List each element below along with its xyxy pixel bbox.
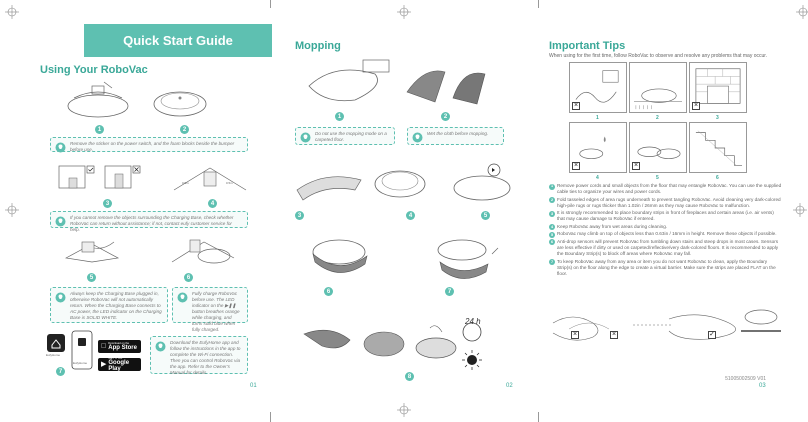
- lightbulb-icon: [55, 292, 66, 303]
- tip-no-mopping-carpet: [295, 127, 395, 145]
- store-small-label: GET IT ON: [108, 356, 123, 360]
- tip-item: [549, 239, 782, 258]
- robovac-mopping-illustration: [305, 232, 375, 282]
- store-big-label: Google Play: [108, 360, 130, 372]
- cross-mark-icon: ×: [611, 331, 617, 338]
- app-name: EufyHome: [46, 353, 61, 357]
- registration-mark: [793, 203, 807, 217]
- step-number: 7: [445, 287, 454, 296]
- tip-item: [549, 231, 782, 238]
- tip-item-text: It is strongly recommended to place boundary strips in front of fireplaces and certain areas (i.e. air vents) that may cause damage to RoboVac if entered.: [557, 210, 774, 222]
- step-number: 6: [184, 273, 193, 282]
- panel-number: 3: [716, 115, 719, 121]
- tip-text: Wet the cloth before mopping.: [427, 131, 489, 136]
- tip-item: [549, 259, 782, 278]
- app-store-button[interactable]: [98, 340, 141, 353]
- tip-number: 7: [550, 260, 554, 265]
- cross-mark-icon: ×: [573, 162, 579, 169]
- lightbulb-icon: [300, 132, 311, 143]
- step-number: 3: [103, 199, 112, 208]
- tip-text: Fully charge RoboVac before use. The LED indicator on the ▶❚❚ button breathes orange while charging, and turns solid blue when fully charged.: [192, 291, 240, 332]
- tip-text: Do not use the mopping mode on a carpeted floor.: [315, 131, 387, 142]
- document-code: 51005002509 V01: [725, 376, 766, 382]
- tip-item-text: To keep RoboVac away from any area or item you do not want RoboVac to clean, apply the Boundary Strip(s) on the floor along the edge to create a virtual barrier. Make sure the strips are placed FLAT on the floor.: [557, 258, 776, 277]
- play-icon: ▶: [101, 361, 107, 368]
- page-number: 03: [759, 383, 766, 389]
- phone-label: EufyHome: [73, 361, 88, 365]
- registration-mark: [5, 5, 19, 19]
- tip-number: 6: [550, 240, 554, 245]
- tip-item: [549, 183, 782, 196]
- robovac-button-illustration: [448, 160, 516, 204]
- tip-item-text: Anti-drop sensors will prevent RoboVac from tumbling down stairs and steep drops in most cases. Sensors are less effective if dirty or used on carpeted/reflective/very dark-colored floors. It is recommended to apply the Boundary Strip(s) to block off areas where RoboVac may fall.: [557, 238, 779, 257]
- tip-item: [549, 197, 782, 210]
- remove-mop-illustration: [430, 234, 510, 286]
- registration-mark: [397, 403, 411, 417]
- check-mark-icon: ✓: [709, 331, 715, 338]
- apple-icon: [101, 343, 106, 350]
- tip-wet-cloth: [407, 127, 504, 145]
- tip-item-text: Remove power cords and small objects from the floor that may entangle RoboVac. You can use the supplied cable ties to organize your wires and power cords.: [557, 183, 782, 195]
- tip-text: Remove the sticker on the power switch, and the foam blocks beside the bumper before use.: [70, 141, 235, 152]
- store-small-label: Download on the: [103, 341, 124, 345]
- step-number: 5: [481, 211, 490, 220]
- cross-mark-icon: ×: [572, 331, 578, 338]
- panel-number: 1: [596, 115, 599, 121]
- tip-item-text: Keep RoboVac away from wet areas during cleaning.: [557, 223, 668, 229]
- tip-charging-base: [50, 211, 248, 232]
- lightbulb-icon: [177, 292, 188, 303]
- important-tips-list: [549, 183, 782, 279]
- tip-number: 2: [550, 197, 554, 202]
- tip-item-text: Fold tasseled edges of area rugs underneath to prevent tangling RoboVac. Avoid cleaning very dark-colored high-pile rugs or rugs thicker than 1.02in / 26mm as they may cause RoboVac to malfunction.: [557, 196, 781, 208]
- tip-fully-charge: [172, 287, 248, 332]
- page-important-tips: [538, 0, 808, 422]
- registration-mark: [5, 203, 19, 217]
- google-play-button[interactable]: [98, 358, 141, 371]
- lightbulb-icon: [155, 341, 166, 352]
- section-title: Important Tips: [549, 40, 626, 52]
- page-number: 02: [506, 383, 513, 389]
- intro-text: When using for the first time, follow RoboVac to observe and resolve any problems that may occur.: [549, 53, 768, 59]
- tip-item-text: RoboVac may climb on top of objects less than 0.63in / 16mm in height. Remove these objects if possible.: [557, 231, 777, 237]
- step-number: 3: [295, 211, 304, 220]
- tip-item: [549, 210, 782, 223]
- tip-panel-stairs: [689, 122, 747, 173]
- mop-tray-illustration: [305, 56, 395, 108]
- cross-mark-icon: ×: [573, 102, 579, 109]
- base-placement-illustration: [170, 162, 250, 194]
- banner-title: Quick Start Guide: [123, 33, 233, 48]
- dock-robovac-illustration: [168, 234, 238, 268]
- svg-text:0.5m: 0.5m: [226, 181, 233, 185]
- step-number: 5: [87, 273, 96, 282]
- quick-start-banner: [84, 24, 272, 57]
- cross-mark-icon: ×: [693, 102, 699, 109]
- registration-mark: [796, 5, 808, 19]
- mop-cloth-illustration: [295, 160, 365, 204]
- tip-remove-sticker: [50, 137, 248, 152]
- page-mopping: [270, 0, 538, 422]
- remove-sticker-illustration: [58, 78, 138, 122]
- page-using-robovac: [0, 0, 270, 422]
- registration-mark: [397, 5, 411, 19]
- timer-label: 24 h: [465, 317, 481, 326]
- attach-cloth-illustration: [405, 62, 490, 108]
- step-number: 2: [441, 112, 450, 121]
- store-big-label: App Store: [103, 345, 132, 351]
- panel-number: 5: [656, 175, 659, 181]
- tip-number: 3: [550, 211, 554, 216]
- panel-number: 6: [716, 175, 719, 181]
- tip-keep-plugged: [50, 287, 168, 323]
- tip-text: Download the EufyHome app and follow the instructions in the app to complete the Wi-Fi connection. Then you can control RoboVac via the app. Refer to the Owner's Manual for details.: [170, 340, 241, 375]
- tip-number: 4: [550, 225, 554, 230]
- lightbulb-icon: [412, 132, 423, 143]
- section-title: Using Your RoboVac: [40, 64, 148, 76]
- tip-number: 1: [550, 184, 554, 189]
- clearance-illustration: [55, 160, 160, 194]
- step-number: 2: [180, 125, 189, 134]
- lightbulb-icon: [55, 142, 66, 153]
- tip-text: Always keep the Charging Base plugged in, otherwise RoboVac will not automatically return. When the Charging Base connects to AC power, the LED indicator on the Charging Base is SOLID WHITE.: [70, 291, 162, 320]
- wash-dry-cloth-illustration: [300, 318, 500, 372]
- cross-mark-icon: ×: [633, 162, 639, 169]
- step-number: 6: [324, 287, 333, 296]
- panel-number: 2: [656, 115, 659, 121]
- section-title: Mopping: [295, 40, 341, 52]
- eufyhome-app-icon: [47, 334, 65, 352]
- step-number: 4: [208, 199, 217, 208]
- boundary-strip-illustration: [549, 303, 784, 347]
- step-number: 7: [56, 367, 65, 376]
- step-number: 1: [335, 112, 344, 121]
- svg-text:0.5m: 0.5m: [182, 181, 189, 185]
- robovac-top-illustration: [370, 160, 430, 204]
- tip-download-app: [150, 336, 248, 374]
- tip-panel-rugs: [629, 62, 687, 113]
- tip-text: If you cannot remove the objects surrounding the Charging Base, check whether RoboVac can return without assistance; if not, contact eufy customer service for help.: [70, 215, 234, 232]
- robovac-illustration: [150, 84, 210, 120]
- plug-base-illustration: [62, 234, 122, 264]
- panel-number: 4: [596, 175, 599, 181]
- step-number: 1: [95, 125, 104, 134]
- lightbulb-icon: [55, 216, 66, 227]
- tip-item: [549, 224, 782, 231]
- page-number: 01: [250, 383, 257, 389]
- step-number: 8: [405, 372, 414, 381]
- step-number: 4: [406, 211, 415, 220]
- tip-number: 5: [550, 232, 554, 237]
